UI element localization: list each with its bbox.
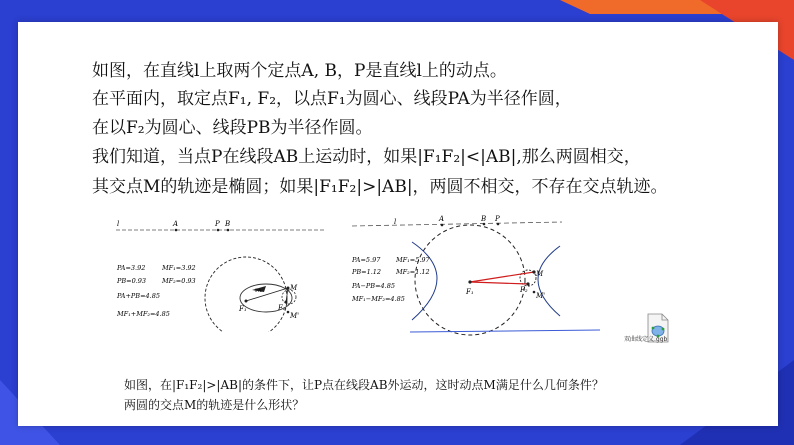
measure-mf2: MF₂=1.12 [396,268,430,276]
label-b: B [481,215,487,223]
ellipse-figure [114,212,334,332]
measure-pa: PA=3.92 [117,264,146,272]
label-a: A [173,220,179,228]
label-m: M [290,284,298,292]
label-f1: F₁ [239,305,247,313]
label-b: B [225,220,231,228]
segment-f1-f2 [470,282,528,284]
hyperbola-figure [350,210,620,340]
point-f1 [468,280,471,283]
label-l: l [117,220,120,228]
measure-mf2: MF₂=0.93 [162,277,196,285]
text-line-3: 在以F₂为圆心、线段PB为半径作圆。 [92,118,373,138]
measure-sum-mf: MF₁+MF₂=4.85 [117,310,170,318]
label-m-prime: M' [290,312,300,320]
caption-line-2: 两圆的交点M的轨迹是什么形状？ [124,398,305,412]
hyperbola-left-branch [412,242,437,320]
caption-line-1: 如图，在|F₁F₂|>|AB|的条件下，让P点在线段AB外运动，这时动点M满足什么几何条件？ [124,378,604,392]
point-p [217,229,220,232]
point-m-prime [533,291,536,294]
segment-f1-m [470,272,534,282]
measure-mf1: MF₁=5.97 [396,256,430,264]
point-a [175,229,178,232]
measure-diff-pa-pb: PA−PB=4.85 [352,282,395,290]
label-p: P [215,220,220,228]
point-p [497,223,500,226]
geogebra-file-icon[interactable] [636,312,676,352]
bottom-guide-line [410,330,600,332]
point-a [441,224,444,227]
measure-mf1: MF₁=3.92 [162,264,196,272]
circle-f2 [282,290,296,304]
hyperbola-right-branch [538,246,560,316]
point-b [483,223,486,226]
measure-pa: PA=5.97 [352,256,381,264]
measure-diff-mf: MF₁−MF₂=4.85 [352,295,405,303]
point-m-prime [287,311,290,314]
text-line-1: 如图，在直线l上取两个定点A, B，P是直线l上的动点。 [92,61,507,81]
file-name[interactable]: 双曲线定义.ggb [624,336,668,343]
label-f2: F₂ [520,286,528,294]
circle-f1 [415,225,525,335]
label-m: M [536,270,544,278]
point-f1 [245,300,248,303]
label-f1: F₁ [466,288,474,296]
label-f2: F₂ [278,304,286,312]
text-line-4: 我们知道，当点P在线段AB上运动时，如果|F₁F₂|<|AB|,那么两圆相交， [92,147,641,167]
measure-sum-pa-pb: PA+PB=4.85 [117,292,160,300]
line-l [352,222,562,226]
circle-f1 [205,257,287,332]
label-a: A [439,215,445,223]
point-b [227,229,230,232]
label-pa: PA [255,288,262,294]
measure-pb: PB=1.12 [352,268,382,276]
text-line-5: 其交点M的轨迹是椭圆；如果|F₁F₂|>|AB|，两圆不相交，不存在交点轨迹。 [92,177,668,197]
text-line-2: 在平面内，取定点F₁, F₂，以点F₁为圆心、线段PA为半径作圆， [92,89,572,109]
measure-pb: PB=0.93 [117,277,147,285]
label-l: l [394,218,397,226]
label-p: P [495,215,500,223]
label-m-prime: M' [536,292,546,300]
